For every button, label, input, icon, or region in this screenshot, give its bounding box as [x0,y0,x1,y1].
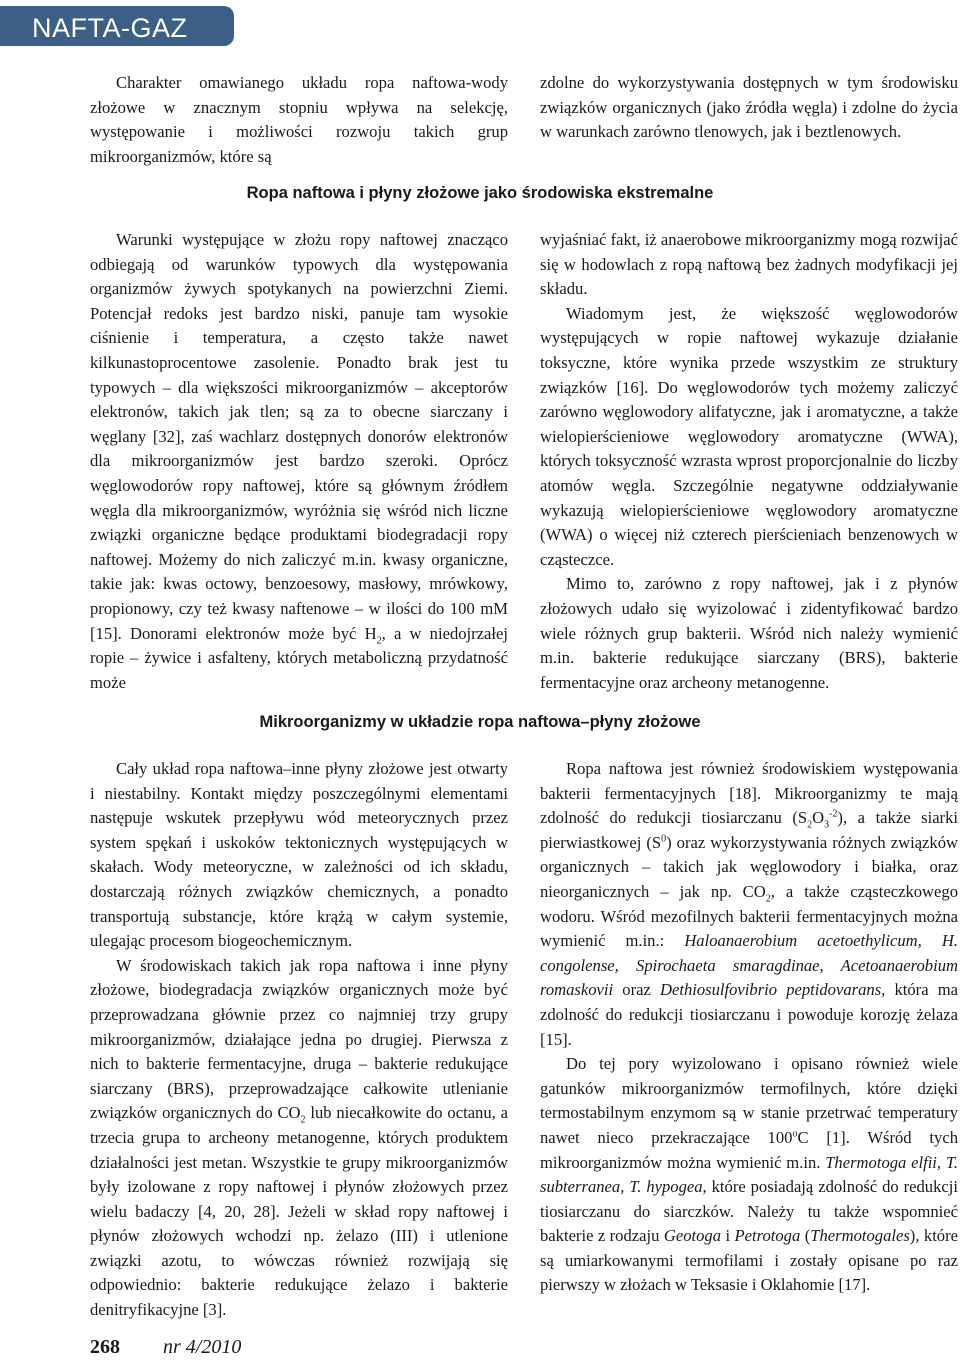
section2-right-column [540,757,958,1298]
section1-right-paragraph-3: Mimo to, zarówno z ropy naftowej, jak i z płynów złożowych udało się wyizolować i zidentyfikować bardzo wiele różnych grup bakterii. Wśród nich należy wymienić m.in. bakterie redukujące siarczany (BRS), bakterie fermentacyjne oraz archeony metanogenne. [540,574,958,692]
intro-right-paragraph: zdolne do wykorzystywania dostępnych w tym środowisku związków organicznych (jako źródła węgla) i zdolne do życia w warunkach zarówno tlenowych, jak i beztlenowych. [540,73,958,142]
section1-left-paragraph: Warunki występujące w złożu ropy naftowej znacząco odbiegają od warunków typowych dla występowania organizmów żywych spotykanych na powierzchni Ziemi. Potencjał redoks jest bardzo niski, panuje tam wysokie ciśnienie i temperatura, a często także nawet kilkunastoprocentowe zasolenie. Ponadto brak jest tu typowych – dla większości mikroorganizmów – akceptorów elektronów, takich jak tlen; są za to obecne siarczany i węglany [32], zaś wachlarz dostępnych donorów elektronów dla mikroorganizmów jest bardzo szeroki. Oprócz węglowodorów ropy naftowej, które są głównym źródłem węgla dla mikroorganizmów, wyróżnia się wśród nich liczne związki organiczne będące produktami biodegradacji ropy naftowej. Możemy do nich zaliczyć m.in. kwasy organiczne, takie jak: kwas octowy, benzoesowy, masłowy, mrówkowy, propionowy, czy też kwasy naftenowe – w ilości do 100 mM [15]. Donorami elektronów może być $H_2$, a w niedojrzałej ropie – żywice i asfalteny, których metaboliczną przydatność może [90,230,509,692]
intro-left-column [90,71,508,169]
issue-label: nr 4/2010 [163,1336,242,1358]
page-footer [90,1336,241,1359]
section2-right-paragraph-1: Ropa naftowa jest również środowiskiem występowania bakterii fermentacyjnych [18]. Mikroorganizmy te mają zdolność do redukcji tiosiarczanu $(S_2O_3^{-2})$, a także siarki pierwiastkowej $(S^0)$ oraz wykorzystywania różnych związków organicznych – takich jak węglowodory i białka, oraz nieorganicznych – jak np. $CO_2$, a także cząsteczkowego wodoru. Wśród mezofilnych bakterii fermentacyjnych można wymienić m.in.: Haloanaerobium acetoethylicum, H. congolense, Spirochaeta smaragdinae, Acetoanaerobium romaskovii oraz Dethiosulfovibrio peptidovarans, która ma zdolność do redukcji tiosiarczanu i powoduje korozję żelaza [15]. [540,759,958,1049]
section-heading-extreme-environments: Ropa naftowa i płyny złożowe jako środowiska ekstremalne [246,184,714,202]
section1-left-column [90,228,508,695]
section2-left-paragraph-1: Cały układ ropa naftowa–inne płyny złożowe jest otwarty i niestabilny. Kontakt między poszczególnymi elementami następuje wskutek przepływu wód meteorycznych przez system spękań i uskoków tektonicznych występujących w skałach. Wody meteoryczne, w zależności od ich składu, dostarczają różnych związków chemicznych, a ponadto transportują substancje, które krążą w całym systemie, ulegając procesom biogeochemicznym. [90,759,508,951]
section1-right-paragraph-1: wyjaśniać fakt, iż anaerobowe mikroorganizmy mogą rozwijać się w hodowlach z ropą naftową bez żadnych modyfikacji jej składu. [540,230,958,299]
page-number: 268 [90,1336,120,1358]
section-heading-microorganisms: Mikroorganizmy w układzie ropa naftowa–płyny złożowe [259,713,701,731]
section2-left-column [90,757,508,1323]
section1-right-paragraph-2: Wiadomym jest, że większość węglowodorów występujących w ropie naftowej wykazuje działanie toksyczne, które wynika przede wszystkim ze struktury związków [16]. Do węglowodorów tych możemy zaliczyć zarówno węglowodory alifatyczne, jak i aromatyczne, a także wielopierścieniowe węglowodory aromatyczne (WWA), których toksyczność wzrasta wprost proporcjonalnie do liczby atomów węgla. Szczególnie negatywne oddziaływanie wykazują wielopierścieniowe węglowodory aromatyczne (WWA) o więcej niż czterech pierścieniach benzenowych w cząsteczce. [540,303,958,569]
section2-right-paragraph-2: Do tej pory wyizolowano i opisano również wiele gatunków mikroorganizmów termofilnych, które dzięki termostabilnym enzymom są w stanie przetrwać temperatury nawet nieco przekraczające 100$^o$C [1]. Wśród tych mikroorganizmów można wymienić m.in. Thermotoga elfii, T. subterranea, T. hypogea, które posiadają zdolność do redukcji tiosiarczanu do siarczków. Należy tu także wspomnieć bakterie z rodzaju Geotoga i Petrotoga (Thermotogales), które są umiarkowanymi termofilami i zostały opisane po raz pierwszy w złożach w Teksasie i Oklahomie [17]. [540,1054,959,1295]
section2-left-paragraph-2: W środowiskach takich jak ropa naftowa i inne płyny złożowe, biodegradacja związków organicznych może być przeprowadzana głównie przez co najmniej trzy grupy mikroorganizmów, działające jedna po drugiej. Pierwsza z nich to bakterie fermentacyjne, druga – bakterie redukujące siarczany (BRS), przeprowadzające całkowite utlenianie związków organicznych do $CO_2$ lub niecałkowite do octanu, a trzecia grupa to archeony metanogenne, których produktem działalności jest metan. Wszystkie te grupy mikroorganizmów były izolowane z ropy naftowej i płynów złożowych przez wielu badaczy [4, 20, 28]. Jeżeli w skład ropy naftowej i płynów złożowych wchodzi np. żelazo (III) i utlenione związki azotu, to wówczas również rozwijają się odpowiednio: bakterie redukujące żelazo i bakterie denitryfikacyjne [3]. [90,955,508,1320]
section1-right-column [540,228,958,695]
intro-left-paragraph: Charakter omawianego układu ropa naftowa-wody złożowe w znacznym stopniu wpływa na selekcję, występowanie i możliwości rozwoju takich grup mikroorganizmów, które są [90,73,508,166]
intro-right-column [540,71,958,145]
journal-banner [0,6,234,46]
journal-title: NAFTA-GAZ [32,13,188,43]
